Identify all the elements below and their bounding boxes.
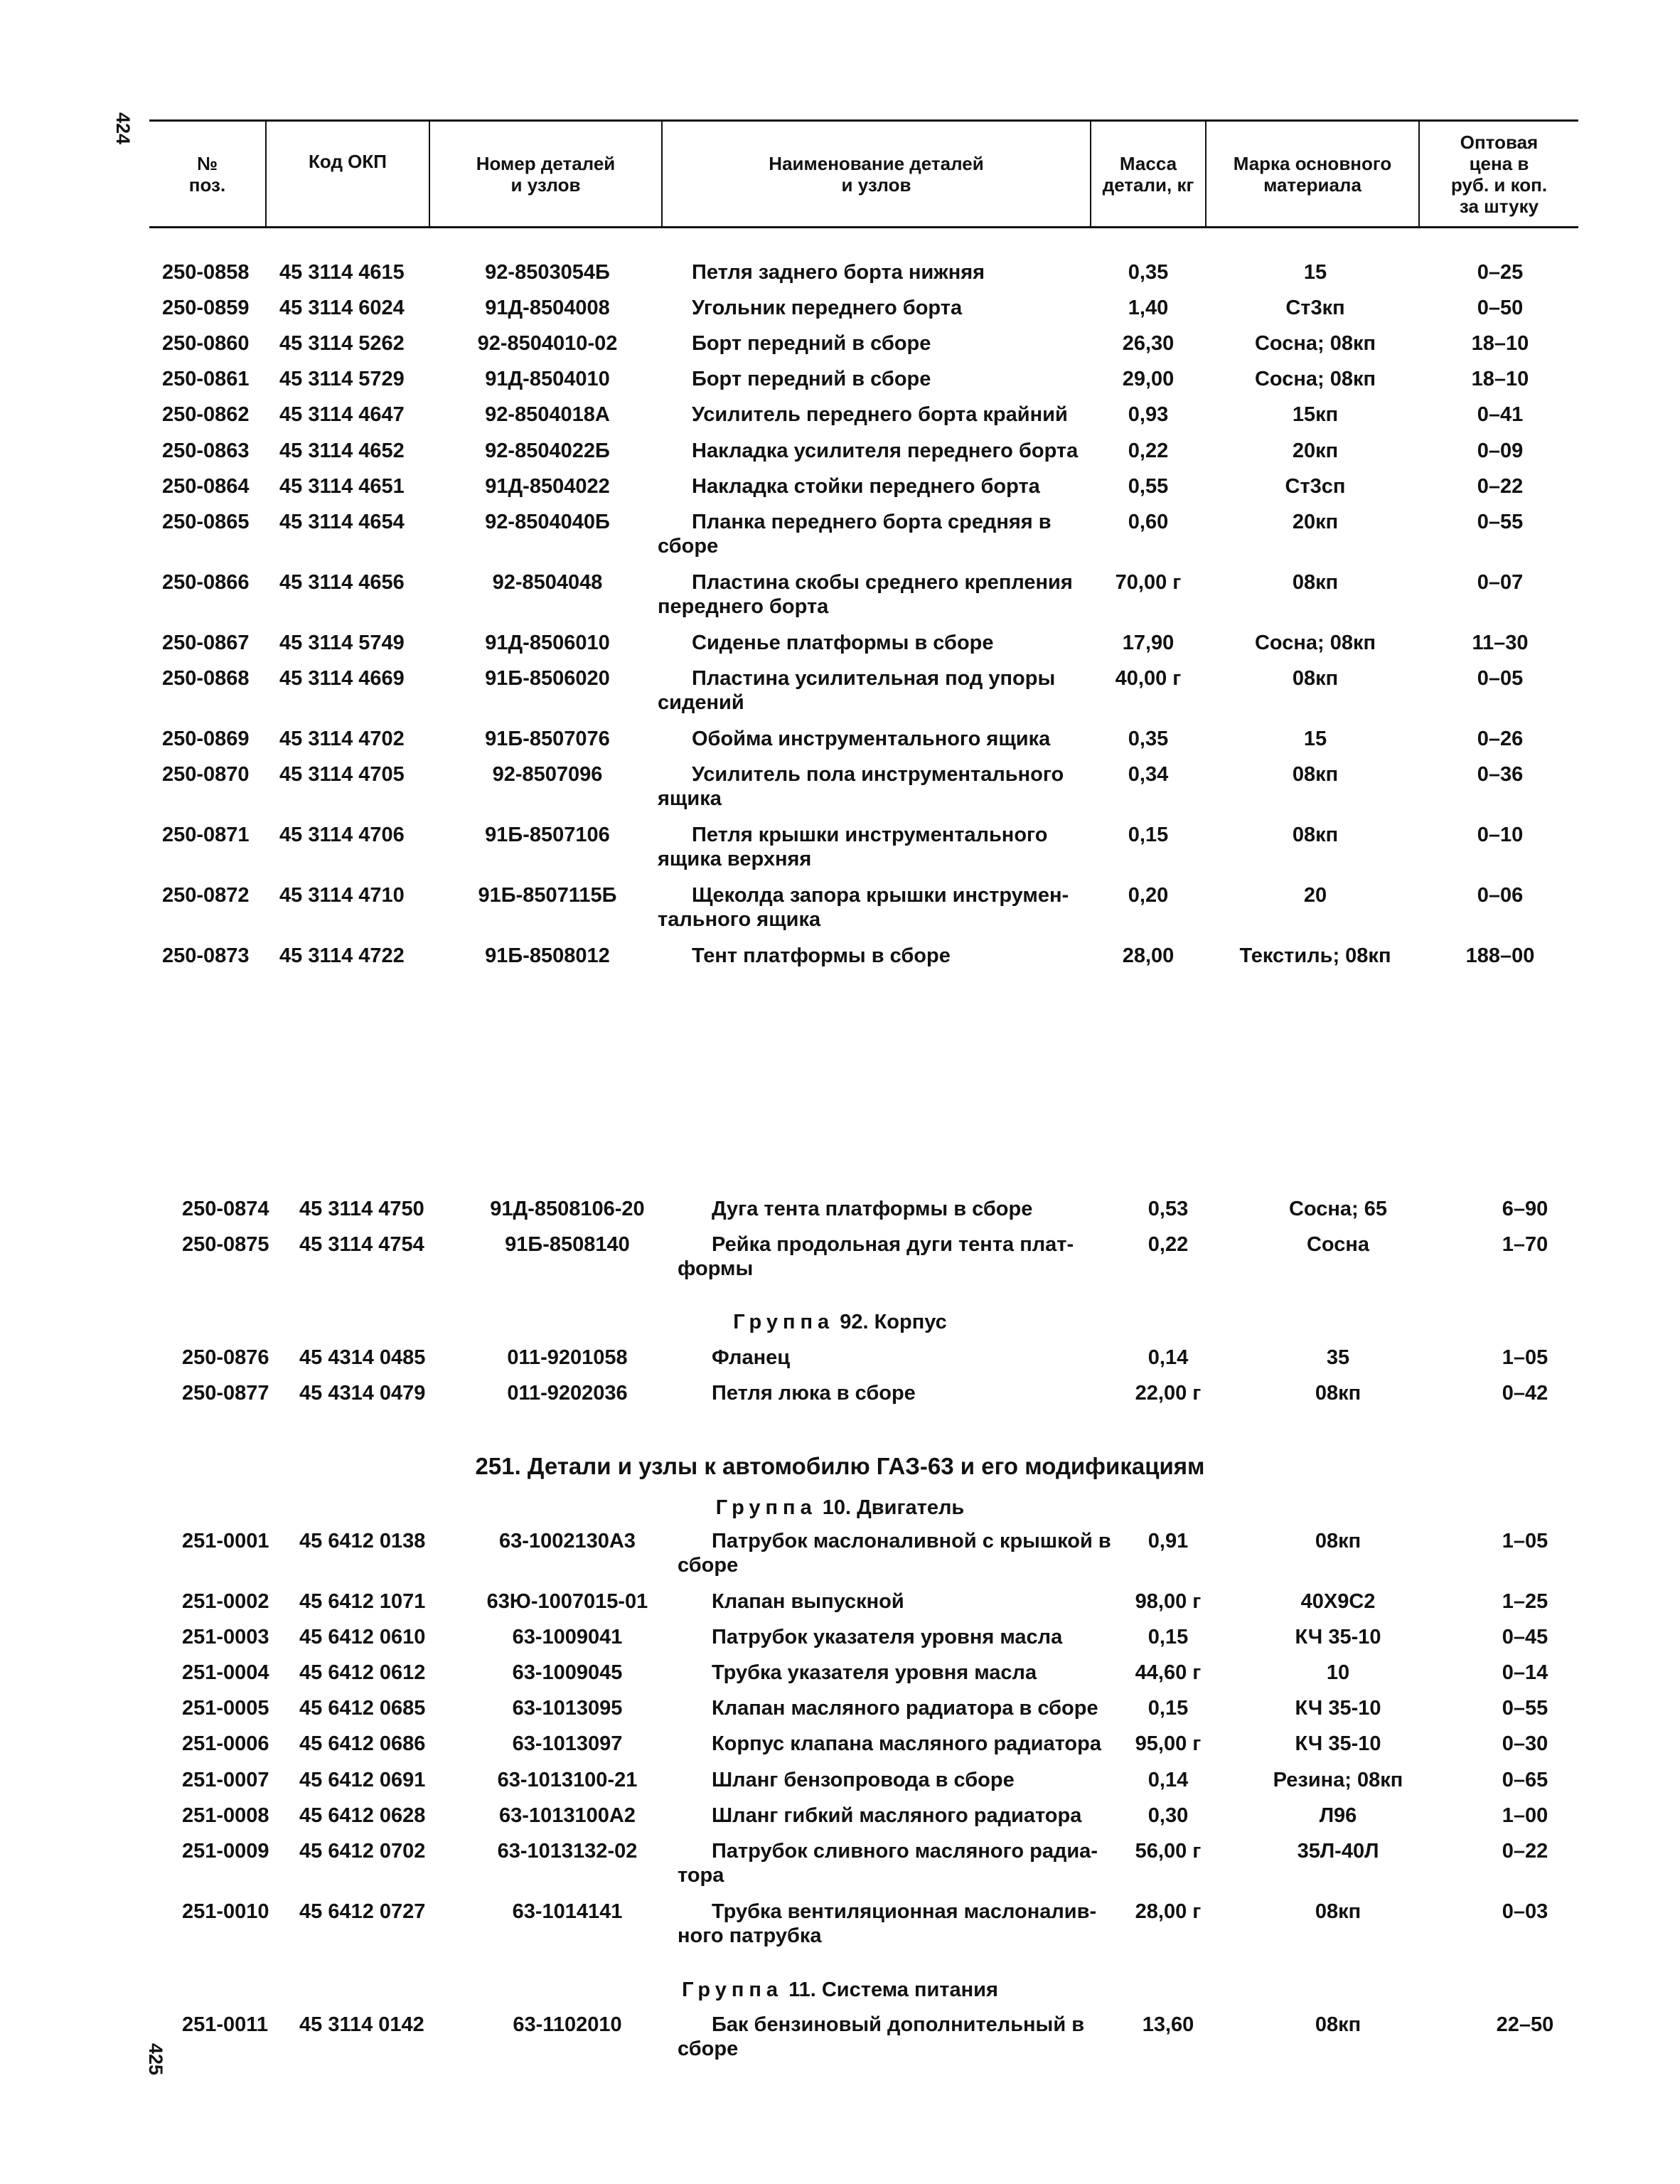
cell-part-number: 92-8504040Б xyxy=(485,511,610,533)
cell-material: Ст3сп xyxy=(1285,475,1346,498)
cell-part-number: 92-8504048 xyxy=(492,571,603,594)
header-col-price: Оптовая цена в руб. и коп. за штуку xyxy=(1450,132,1548,217)
cell-material: 35 xyxy=(1326,1346,1350,1369)
cell-material: 08кп xyxy=(1315,1900,1361,1923)
cell-part-number: 91Б-8506020 xyxy=(485,667,610,690)
cell-mass: 17,90 xyxy=(1122,632,1175,654)
cell-material: 08кп xyxy=(1315,2013,1361,2036)
cell-mass: 0,20 xyxy=(1128,884,1169,907)
cell-material: Сосна; 08кп xyxy=(1254,332,1376,355)
cell-position: 251-0010 xyxy=(182,1900,269,1923)
cell-part-name: Трубка указателя уровня масла xyxy=(712,1661,1037,1684)
cell-price: 11–30 xyxy=(1472,632,1529,654)
cell-part-number: 63-1014141 xyxy=(512,1900,623,1923)
cell-price: 0–65 xyxy=(1502,1769,1548,1791)
cell-price: 0–07 xyxy=(1477,571,1524,594)
cell-position: 251-0011 xyxy=(182,2013,268,2036)
cell-price: 0–42 xyxy=(1502,1382,1548,1405)
cell-part-name: Щеколда запора крышки инструмен-тального ящика xyxy=(658,884,1069,931)
cell-price: 0–03 xyxy=(1502,1900,1548,1923)
cell-price: 0–25 xyxy=(1477,261,1524,284)
cell-mass: 0,30 xyxy=(1147,1804,1189,1827)
cell-part-name: Патрубок указателя уровня масла xyxy=(712,1626,1063,1648)
cell-material: Резина; 08кп xyxy=(1273,1769,1403,1791)
cell-part-name: Пластина скобы среднего крепления переднего борта xyxy=(658,571,1073,618)
header-top-rule xyxy=(149,119,1578,122)
cell-material: 08кп xyxy=(1292,824,1339,846)
cell-position: 250-0858 xyxy=(162,261,250,284)
cell-price: 0–55 xyxy=(1502,1697,1548,1720)
cell-price: 1–70 xyxy=(1502,1233,1548,1256)
cell-part-name: Петля люка в сборе xyxy=(712,1382,916,1405)
cell-price: 1–00 xyxy=(1502,1804,1548,1827)
cell-part-name: Тент платформы в сборе xyxy=(692,944,951,967)
cell-material: 08кп xyxy=(1292,667,1339,690)
cell-material: КЧ 35-10 xyxy=(1295,1732,1381,1755)
cell-position: 250-0875 xyxy=(182,1233,269,1256)
cell-okp-code: 45 6412 0686 xyxy=(299,1732,426,1755)
cell-mass: 0,22 xyxy=(1147,1233,1189,1256)
cell-part-name: Шланг бензопровода в сборе xyxy=(712,1769,1015,1791)
cell-price: 188–00 xyxy=(1465,944,1535,967)
cell-position: 251-0002 xyxy=(182,1590,269,1613)
cell-part-name: Обойма инструментального ящика xyxy=(692,728,1051,750)
cell-part-name: Борт передний в сборе xyxy=(692,368,931,390)
cell-position: 251-0003 xyxy=(182,1626,269,1648)
cell-position: 250-0870 xyxy=(162,763,250,786)
cell-material: Л96 xyxy=(1319,1804,1357,1827)
cell-part-number: 91Д-8504008 xyxy=(485,297,610,319)
cell-mass: 1,40 xyxy=(1128,297,1169,319)
cell-mass: 0,15 xyxy=(1147,1697,1189,1720)
cell-material: 08кп xyxy=(1315,1382,1361,1405)
cell-material: 08кп xyxy=(1292,571,1339,594)
cell-position: 250-0864 xyxy=(162,475,250,498)
cell-part-name: Петля крышки инструментального ящика верхняя xyxy=(658,824,1048,870)
cell-position: 250-0877 xyxy=(182,1382,269,1405)
cell-part-number: 91Д-8508106-20 xyxy=(490,1198,645,1220)
cell-price: 0–50 xyxy=(1477,297,1524,319)
cell-mass: 26,30 xyxy=(1122,332,1175,355)
group-label: Группа xyxy=(682,1978,783,2001)
cell-mass: 44,60 г xyxy=(1135,1661,1202,1684)
cell-part-number: 92-8507096 xyxy=(492,763,603,786)
cell-part-name: Корпус клапана масляного радиатора xyxy=(712,1732,1101,1755)
cell-part-number: 63-1013095 xyxy=(512,1697,623,1720)
cell-price: 0–55 xyxy=(1477,511,1524,533)
cell-part-number: 91Б-8507115Б xyxy=(478,884,617,907)
cell-okp-code: 45 3114 5729 xyxy=(279,368,405,390)
cell-material: 10 xyxy=(1326,1661,1350,1684)
cell-okp-code: 45 6412 0138 xyxy=(299,1530,426,1552)
cell-part-name: Усилитель пола инструментального ящика xyxy=(658,763,1064,810)
section-heading-251: 251. Детали и узлы к автомобилю ГАЗ-63 и его модификациям xyxy=(475,1453,1205,1479)
cell-okp-code: 45 3114 4750 xyxy=(299,1198,424,1220)
cell-okp-code: 45 6412 0691 xyxy=(299,1769,426,1791)
cell-material: КЧ 35-10 xyxy=(1295,1626,1381,1648)
cell-part-name: Накладка стойки переднего борта xyxy=(692,475,1040,498)
cell-part-number: 91Б-8507106 xyxy=(485,824,610,846)
cell-part-name: Рейка продольная дуги тента плат-формы xyxy=(678,1233,1074,1280)
cell-material: Сосна; 08кп xyxy=(1254,368,1376,390)
cell-part-number: 92-8504010-02 xyxy=(477,332,618,355)
cell-mass: 0,15 xyxy=(1147,1626,1189,1648)
cell-mass: 70,00 г xyxy=(1115,571,1182,594)
cell-okp-code: 45 6412 0628 xyxy=(299,1804,426,1827)
cell-mass: 95,00 г xyxy=(1135,1732,1202,1755)
cell-part-number: 91Д-8504010 xyxy=(485,368,610,390)
cell-mass: 0,91 xyxy=(1147,1530,1189,1552)
group-label: Группа xyxy=(715,1496,817,1519)
cell-price: 0–41 xyxy=(1477,403,1524,426)
cell-okp-code: 45 3114 5262 xyxy=(279,332,405,355)
cell-material: 08кп xyxy=(1315,1530,1361,1552)
cell-mass: 40,00 г xyxy=(1115,667,1182,690)
cell-part-name: Петля заднего борта нижняя xyxy=(692,261,985,284)
cell-part-number: 011-9201058 xyxy=(507,1346,628,1369)
cell-position: 250-0863 xyxy=(162,440,250,462)
cell-mass: 0,93 xyxy=(1128,403,1169,426)
cell-price: 0–30 xyxy=(1502,1732,1548,1755)
group-heading-92 xyxy=(0,1311,1680,1334)
cell-okp-code: 45 3114 6024 xyxy=(279,297,405,319)
header-col-material: Марка основного материала xyxy=(1233,153,1392,196)
cell-okp-code: 45 3114 4710 xyxy=(279,884,405,907)
cell-part-name: Угольник переднего борта xyxy=(692,297,963,319)
cell-part-number: 63Ю-1007015-01 xyxy=(486,1590,648,1613)
cell-price: 1–05 xyxy=(1502,1346,1548,1369)
cell-position: 250-0865 xyxy=(162,511,250,533)
cell-material: 20 xyxy=(1303,884,1327,907)
cell-price: 0–14 xyxy=(1502,1661,1548,1684)
cell-mass: 0,14 xyxy=(1147,1769,1189,1791)
cell-mass: 28,00 г xyxy=(1135,1900,1202,1923)
cell-position: 250-0868 xyxy=(162,667,250,690)
cell-mass: 0,34 xyxy=(1128,763,1169,786)
cell-position: 251-0004 xyxy=(182,1661,269,1684)
cell-part-number: 011-9202036 xyxy=(507,1382,628,1405)
cell-price: 1–25 xyxy=(1502,1590,1548,1613)
cell-mass: 22,00 г xyxy=(1135,1382,1202,1405)
cell-position: 251-0005 xyxy=(182,1697,269,1720)
cell-price: 22–50 xyxy=(1496,2013,1554,2036)
header-col-okp: Код ОКП xyxy=(309,151,387,172)
header-col-mass: Масса детали, кг xyxy=(1102,153,1194,196)
cell-mass: 98,00 г xyxy=(1135,1590,1202,1613)
cell-price: 18–10 xyxy=(1471,332,1529,355)
cell-part-name: Дуга тента платформы в сборе xyxy=(712,1198,1033,1220)
page-number-bottom: 425 xyxy=(145,2042,167,2076)
cell-okp-code: 45 3114 4706 xyxy=(279,824,405,846)
cell-position: 251-0007 xyxy=(182,1769,269,1791)
cell-part-number: 63-1009045 xyxy=(512,1661,623,1684)
cell-material: Сосна; 08кп xyxy=(1254,632,1376,654)
cell-part-name: Накладка усилителя переднего борта xyxy=(692,440,1079,462)
cell-part-name: Пластина усилительная под упоры сидений xyxy=(658,667,1056,714)
cell-okp-code: 45 4314 0479 xyxy=(299,1382,426,1405)
cell-mass: 0,60 xyxy=(1128,511,1169,533)
cell-part-number: 91Б-8508012 xyxy=(485,944,610,967)
group-label: Группа xyxy=(733,1311,835,1333)
cell-part-name: Клапан масляного радиатора в сборе xyxy=(712,1697,1098,1720)
cell-okp-code: 45 3114 4647 xyxy=(279,403,405,426)
cell-price: 18–10 xyxy=(1471,368,1529,390)
cell-part-number: 63-1013100-21 xyxy=(497,1769,638,1791)
cell-okp-code: 45 6412 0702 xyxy=(299,1840,426,1863)
cell-part-name: Трубка вентиляционная маслоналив-ного патрубка xyxy=(678,1900,1097,1947)
cell-position: 250-0861 xyxy=(162,368,250,390)
group-title: 11. Система питания xyxy=(788,1978,998,2001)
cell-part-name: Клапан выпускной xyxy=(712,1590,904,1613)
header-bottom-rule xyxy=(149,226,1578,228)
cell-material: 35Л-40Л xyxy=(1297,1840,1379,1863)
cell-part-name: Фланец xyxy=(712,1346,791,1369)
cell-material: 20кп xyxy=(1292,511,1339,533)
cell-position: 250-0859 xyxy=(162,297,250,319)
cell-okp-code: 45 4314 0485 xyxy=(299,1346,426,1369)
cell-position: 251-0006 xyxy=(182,1732,269,1755)
cell-mass: 0,15 xyxy=(1128,824,1169,846)
cell-mass: 0,55 xyxy=(1128,475,1169,498)
cell-part-name: Бак бензиновый дополнительный в сборе xyxy=(678,2013,1085,2060)
cell-part-number: 91Д-8504022 xyxy=(485,475,610,498)
cell-material: 40Х9С2 xyxy=(1300,1590,1376,1613)
cell-part-number: 63-1102010 xyxy=(513,2013,622,2036)
cell-part-name: Патрубок сливного масляного радиа-тора xyxy=(678,1840,1098,1887)
cell-part-name: Сиденье платформы в сборе xyxy=(692,632,994,654)
cell-price: 6–90 xyxy=(1502,1198,1548,1220)
cell-part-name: Усилитель переднего борта крайний xyxy=(692,403,1068,426)
cell-mass: 0,14 xyxy=(1147,1346,1189,1369)
cell-material: 15кп xyxy=(1292,403,1339,426)
cell-mass: 0,35 xyxy=(1128,728,1169,750)
cell-okp-code: 45 3114 4615 xyxy=(279,261,405,284)
cell-part-name: Планка переднего борта средняя в сборе xyxy=(658,511,1052,558)
cell-position: 250-0874 xyxy=(182,1198,269,1220)
group-heading-11 xyxy=(0,1978,1680,2002)
cell-price: 1–05 xyxy=(1502,1530,1548,1552)
cell-okp-code: 45 3114 5749 xyxy=(279,632,405,654)
cell-position: 251-0008 xyxy=(182,1804,269,1827)
cell-mass: 56,00 г xyxy=(1135,1840,1202,1863)
cell-part-number: 63-1009041 xyxy=(512,1626,623,1648)
cell-material: Ст3кп xyxy=(1285,297,1345,319)
cell-price: 0–06 xyxy=(1477,884,1524,907)
cell-position: 251-0001 xyxy=(182,1530,269,1552)
cell-mass: 0,53 xyxy=(1147,1198,1189,1220)
cell-okp-code: 45 3114 4722 xyxy=(279,944,405,967)
group-title: 92. Корпус xyxy=(840,1311,947,1333)
cell-price: 0–09 xyxy=(1477,440,1524,462)
cell-part-name: Борт передний в сборе xyxy=(692,332,931,355)
cell-position: 251-0009 xyxy=(182,1840,269,1863)
group-heading-10 xyxy=(0,1496,1680,1520)
group-title: 10. Двигатель xyxy=(822,1496,965,1519)
cell-position: 250-0860 xyxy=(162,332,250,355)
cell-okp-code: 45 3114 4651 xyxy=(279,475,405,498)
cell-material: 15 xyxy=(1303,728,1327,750)
cell-okp-code: 45 6412 0727 xyxy=(299,1900,426,1923)
cell-price: 0–36 xyxy=(1477,763,1524,786)
cell-price: 0–10 xyxy=(1477,824,1524,846)
cell-okp-code: 45 3114 0142 xyxy=(299,2013,424,2036)
cell-okp-code: 45 3114 4656 xyxy=(279,571,405,594)
cell-material: 08кп xyxy=(1292,763,1339,786)
cell-okp-code: 45 6412 0612 xyxy=(299,1661,426,1684)
cell-part-name: Шланг гибкий масляного радиатора xyxy=(712,1804,1082,1827)
cell-part-number: 92-8504018А xyxy=(485,403,610,426)
cell-okp-code: 45 3114 4705 xyxy=(279,763,405,786)
cell-material: Текстиль; 08кп xyxy=(1239,944,1391,967)
header-col-position: № поз. xyxy=(188,153,226,196)
cell-part-number: 92-8504022Б xyxy=(485,440,610,462)
cell-price: 0–22 xyxy=(1502,1840,1548,1863)
cell-okp-code: 45 3114 4654 xyxy=(279,511,405,533)
cell-part-number: 91Б-8507076 xyxy=(485,728,610,750)
cell-material: 20кп xyxy=(1292,440,1339,462)
cell-okp-code: 45 3114 4652 xyxy=(279,440,405,462)
cell-price: 0–45 xyxy=(1502,1626,1548,1648)
header-col-part-number: Номер деталей и узлов xyxy=(476,153,616,196)
cell-okp-code: 45 3114 4669 xyxy=(279,667,405,690)
cell-position: 250-0866 xyxy=(162,571,250,594)
cell-material: Сосна xyxy=(1306,1233,1370,1256)
cell-okp-code: 45 6412 0610 xyxy=(299,1626,426,1648)
cell-part-number: 63-1013100А2 xyxy=(499,1804,636,1827)
cell-okp-code: 45 6412 0685 xyxy=(299,1697,426,1720)
cell-position: 250-0871 xyxy=(162,824,250,846)
cell-mass: 13,60 xyxy=(1142,2013,1194,2036)
cell-okp-code: 45 6412 1071 xyxy=(299,1590,426,1613)
page-number-top: 424 xyxy=(112,112,134,145)
cell-okp-code: 45 3114 4702 xyxy=(279,728,405,750)
cell-price: 0–22 xyxy=(1477,475,1524,498)
cell-material: КЧ 35-10 xyxy=(1295,1697,1381,1720)
cell-part-name: Патрубок маслоналивной с крышкой в сборе xyxy=(678,1530,1111,1577)
cell-material: Сосна; 65 xyxy=(1288,1198,1388,1220)
cell-part-number: 63-1013132-02 xyxy=(497,1840,638,1863)
cell-position: 250-0867 xyxy=(162,632,250,654)
cell-material: 15 xyxy=(1303,261,1327,284)
cell-mass: 0,22 xyxy=(1128,440,1169,462)
cell-mass: 0,35 xyxy=(1128,261,1169,284)
cell-mass: 29,00 xyxy=(1122,368,1175,390)
cell-part-number: 91Д-8506010 xyxy=(485,632,610,654)
cell-okp-code: 45 3114 4754 xyxy=(299,1233,424,1256)
cell-part-number: 92-8503054Б xyxy=(485,261,610,284)
cell-position: 250-0872 xyxy=(162,884,250,907)
cell-part-number: 63-1002130А3 xyxy=(499,1530,636,1552)
header-col-name: Наименование деталей и узлов xyxy=(769,153,984,196)
cell-position: 250-0862 xyxy=(162,403,250,426)
cell-position: 250-0873 xyxy=(162,944,250,967)
cell-mass: 28,00 xyxy=(1122,944,1175,967)
cell-price: 0–05 xyxy=(1477,667,1524,690)
cell-position: 250-0876 xyxy=(182,1346,269,1369)
cell-part-number: 63-1013097 xyxy=(512,1732,623,1755)
cell-position: 250-0869 xyxy=(162,728,250,750)
cell-part-number: 91Б-8508140 xyxy=(505,1233,630,1256)
cell-price: 0–26 xyxy=(1477,728,1524,750)
